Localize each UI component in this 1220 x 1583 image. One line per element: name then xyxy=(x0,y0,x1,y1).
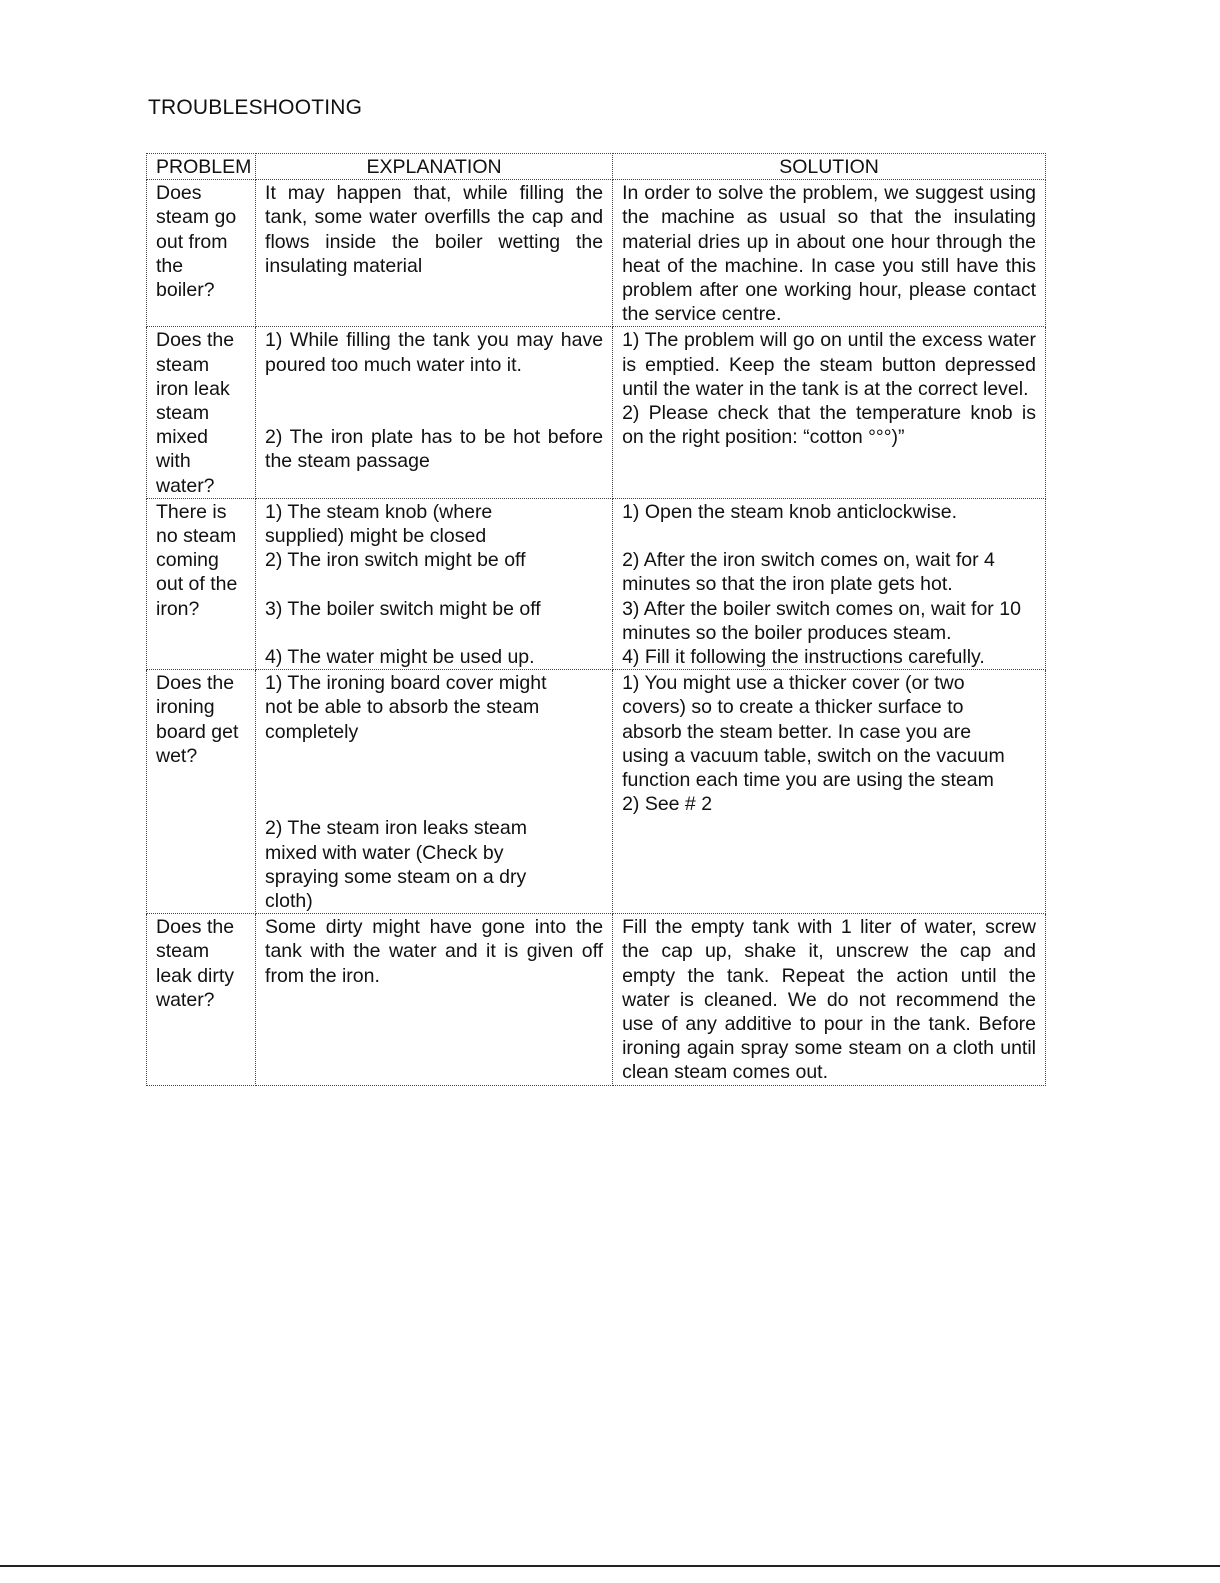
explanation-text: 1) While filling the tank you may have poured too much water into it. xyxy=(265,329,604,376)
table-row xyxy=(147,327,1046,498)
header-explanation: EXPLANATION xyxy=(256,154,613,180)
page-bottom-rule xyxy=(0,1565,1220,1567)
solution-text: 3) After the boiler switch comes on, wait for 10 minutes so the boiler produces steam. xyxy=(622,597,1021,644)
explanation-text: Some dirty might have gone into the tank with the water and it is given off from the iron. xyxy=(265,916,604,987)
table-header-row xyxy=(147,154,1046,180)
table-row xyxy=(147,180,1046,327)
explanation-text: 2) The iron plate has to be hot before the steam passage xyxy=(265,426,604,473)
explanation-text: 2) The steam iron leaks steam mixed with water (Check by spraying some steam on a dry cloth) xyxy=(265,817,527,913)
solution-cell xyxy=(613,498,1046,669)
problem-cell: Does steam go out from the boiler? xyxy=(147,180,256,327)
explanation-text: 1) The ironing board cover might not be able to absorb the steam completely xyxy=(265,672,547,743)
explanation-cell xyxy=(256,327,613,498)
explanation-text: 3) The boiler switch might be off xyxy=(265,597,541,620)
problem-cell: There is no steam coming out of the iron? xyxy=(147,498,256,669)
explanation-text: It may happen that, while filling the tank, some water overfills the cap and flows inside the boiler wetting the insulating material xyxy=(265,182,604,277)
solution-text: In order to solve the problem, we suggest using the machine as usual so that the insulating material dries up in about one hour through the heat of the machine. In case you still have this problem after one working hour, please contact the service centre. xyxy=(622,182,1036,326)
solution-cell xyxy=(613,914,1046,1085)
explanation-text: 2) The iron switch might be off xyxy=(265,549,526,572)
troubleshooting-table xyxy=(146,153,1058,1086)
page-title: TROUBLESHOOTING xyxy=(148,96,363,119)
solution-text: 1) Open the steam knob anticlockwise. xyxy=(622,500,957,523)
solution-text: 1) You might use a thicker cover (or two covers) so to create a thicker surface to absorb the steam better. In case you are using a vacuum table, switch on the vacuum function each time you are using the steam xyxy=(622,672,1005,792)
header-problem: PROBLEM xyxy=(147,154,256,180)
explanation-cell xyxy=(256,498,613,669)
solution-text: 1) The problem will go on until the excess water is emptied. Keep the steam button depressed until the water in the tank is at the correct level. xyxy=(622,329,1058,400)
solution-text: 2) See # 2 xyxy=(622,793,713,816)
solution-text: 2) Please check that the temperature knob is on the right position: “cotton °°°)” xyxy=(622,402,1036,449)
problem-cell: Does the ironing board get wet? xyxy=(147,670,256,914)
solution-cell xyxy=(613,670,1046,914)
solution-text: 2) After the iron switch comes on, wait for 4 minutes so that the iron plate gets hot. xyxy=(622,549,995,596)
solution-text: 4) Fill it following the instructions carefully. xyxy=(622,646,985,669)
explanation-text: 1) The steam knob (where supplied) might be closed xyxy=(265,500,493,548)
explanation-cell xyxy=(256,670,613,914)
table-row xyxy=(147,914,1046,1085)
solution-cell xyxy=(613,327,1058,498)
table-row xyxy=(147,670,1046,914)
explanation-cell xyxy=(256,914,613,1085)
explanation-text: 4) The water might be used up. xyxy=(265,646,535,669)
header-solution: SOLUTION xyxy=(613,154,1046,180)
table-row xyxy=(147,498,1046,669)
solution-text: Fill the empty tank with 1 liter of water, screw the cap up, shake it, unscrew the cap and empty the tank. Repeat the action until the water is cleaned. We do not recommend the use of any additive to pour in the tank. Before ironing again spray some steam on a cloth until clean steam comes out. xyxy=(622,916,1036,1084)
problem-cell: Does the steam iron leak steam mixed with water? xyxy=(147,327,256,498)
solution-cell xyxy=(613,180,1046,327)
explanation-cell xyxy=(256,180,613,327)
problem-cell: Does the steam leak dirty water? xyxy=(147,914,256,1085)
